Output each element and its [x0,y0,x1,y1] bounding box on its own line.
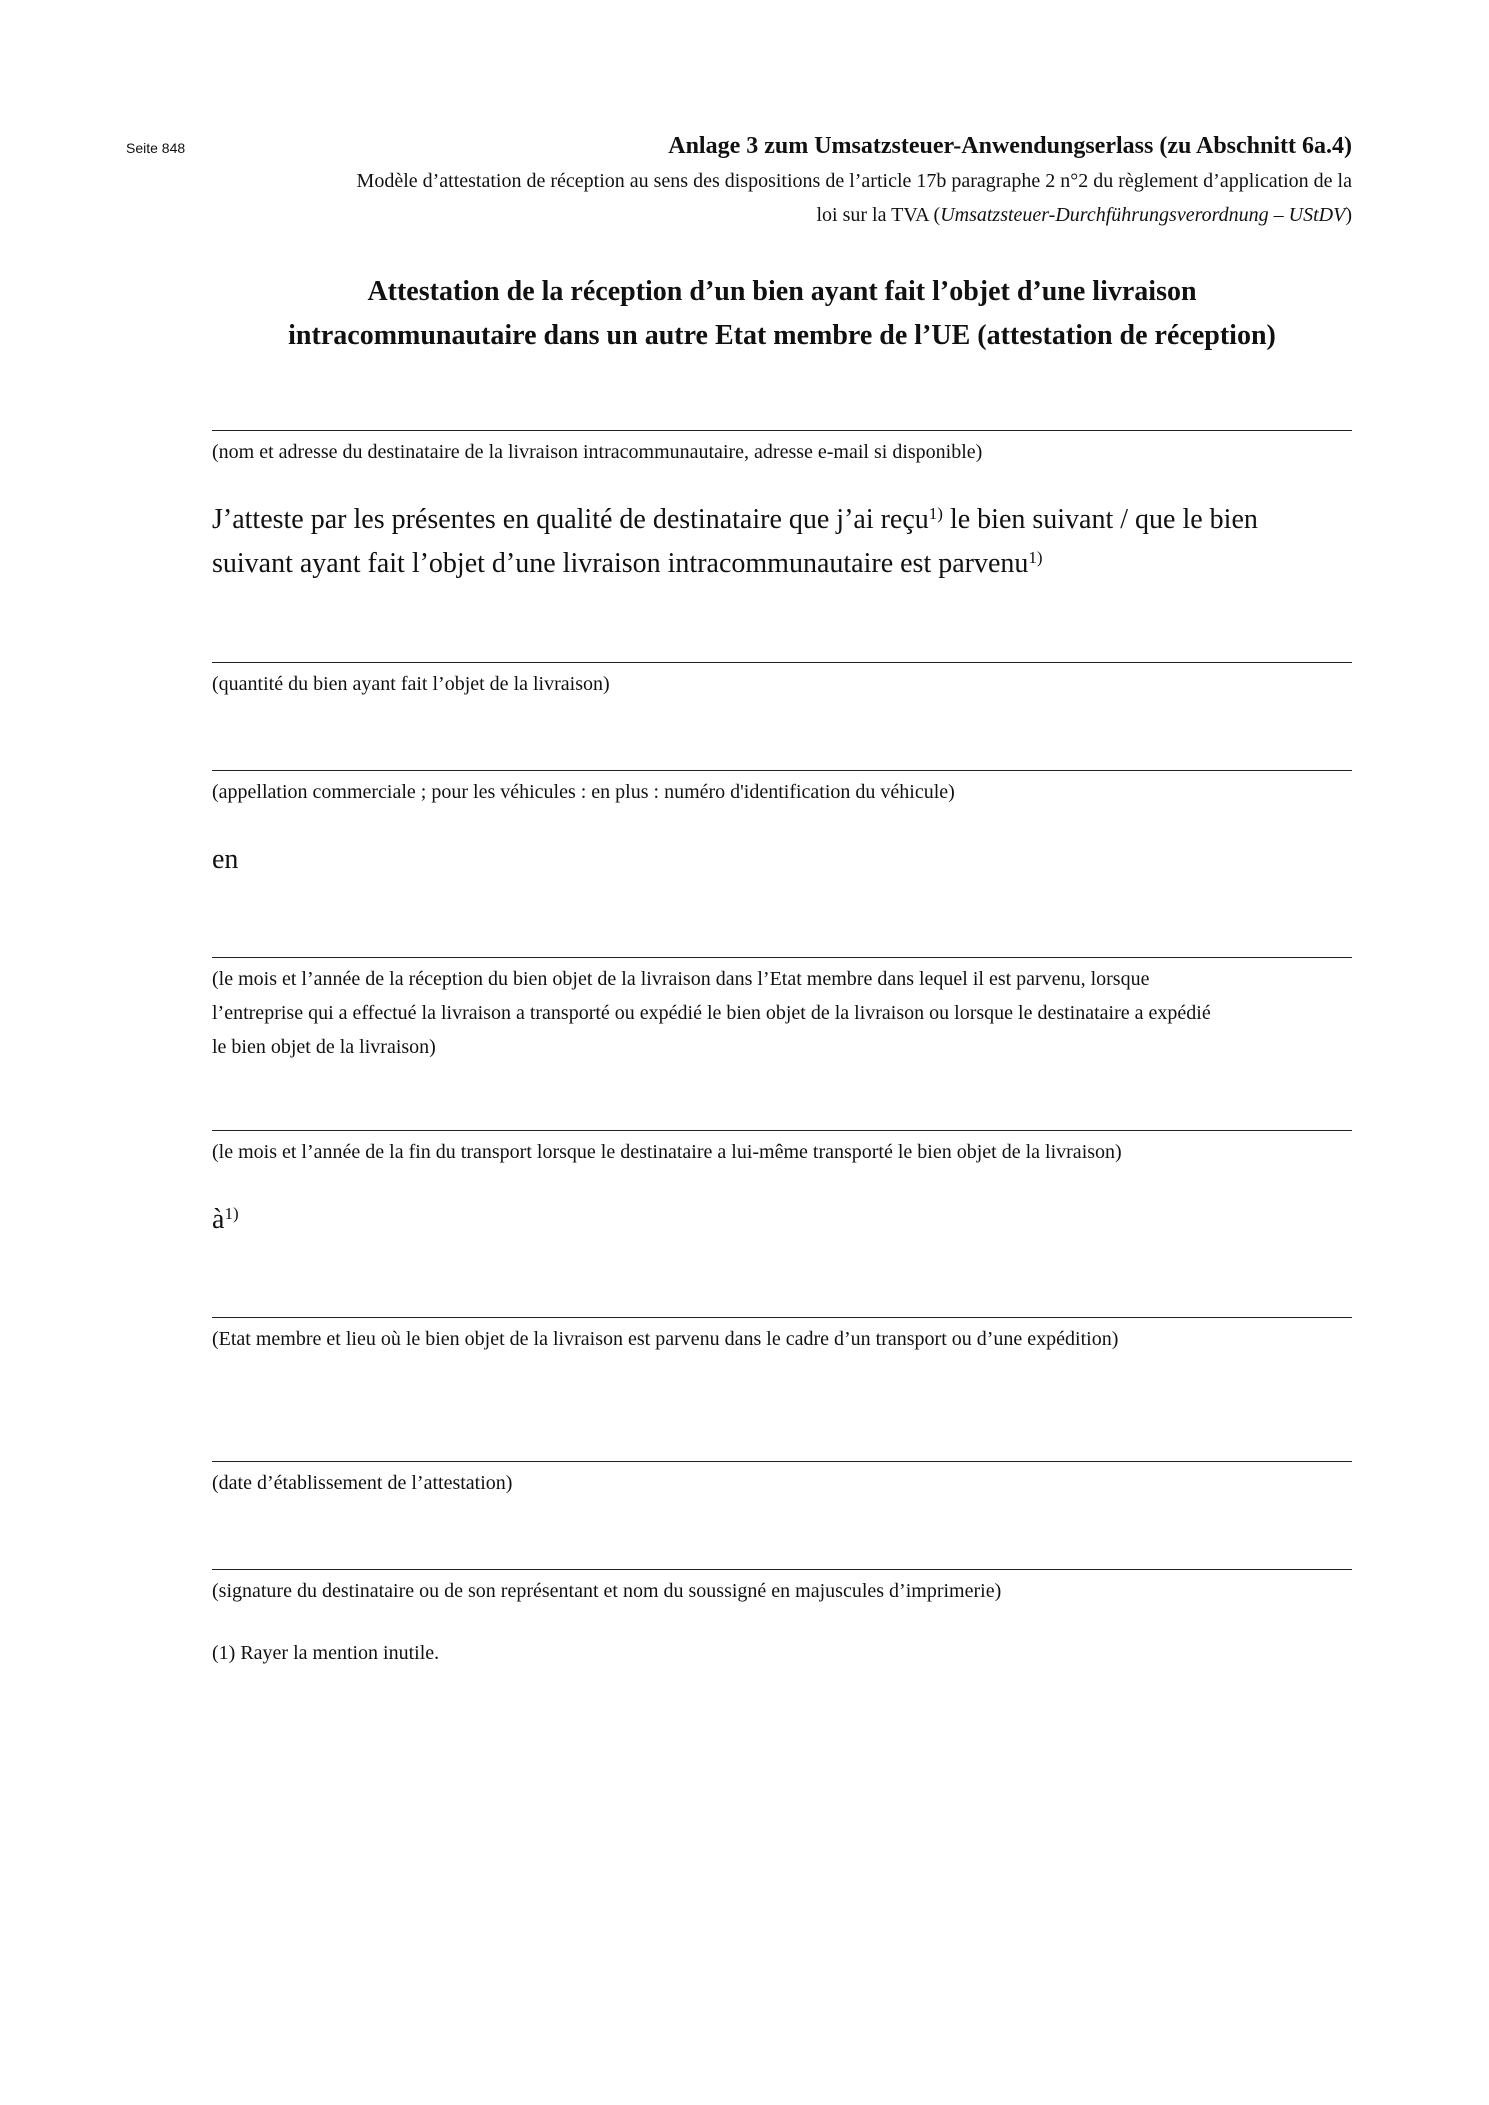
signature-field [212,1569,1352,1608]
statement-part-1: J’atteste par les présentes en qualité de destinataire que j’ai reçu [212,504,929,535]
recipient-caption: (nom et adresse du destinataire de la livraison intracommunautaire, adresse e-mail si disponible) [212,441,983,463]
footnote: (1) Rayer la mention inutile. [212,1642,440,1664]
word-en: en [212,844,239,875]
statement-line-2-text: suivant ayant fait l’objet d’une livraison intracommunautaire est parvenu [212,548,1029,579]
statement-line-2 [212,542,1362,586]
date-caption: (date d’établissement de l’attestation) [212,1472,513,1494]
document-title-line-1: Attestation de la réception d’un bien ayant fait l’objet d’une livraison [367,276,1197,307]
quantity-caption: (quantité du bien ayant fait l’objet de la livraison) [212,673,610,695]
designation-caption: (appellation commerciale ; pour les véhicules : en plus : numéro d'identification du véhicule) [212,781,955,803]
signature-caption: (signature du destinataire ou de son représentant et nom du soussigné en majuscules d’imprimerie) [212,1580,1002,1602]
footnote-mark: 1) [928,504,943,523]
reception-month-caption-2: l’entreprise qui a effectué la livraison a transporté ou expédié le bien objet de la livraison ou lorsque le destinataire a expédié [212,1002,1211,1024]
date-field [212,1461,1352,1500]
subtitle-suffix: ) [1345,204,1352,226]
page-number: Seite 848 [126,140,186,156]
word-a [212,1198,1362,1242]
statement-line-1 [212,498,1362,542]
reception-month-caption-1: (le mois et l’année de la réception du bien objet de la livraison dans l’Etat membre dans lequel il est parvenu, lorsque [212,968,1150,990]
subtitle-line-2 [212,198,1352,232]
member-state-caption: (Etat membre et lieu où le bien objet de la livraison est parvenu dans le cadre d’un transport ou d’une expédition) [212,1328,1119,1350]
designation-field [212,770,1352,809]
footnote-mark: 1) [1028,548,1043,567]
footnote-mark: 1) [224,1204,239,1223]
quantity-field [212,662,1352,701]
header [212,128,1352,232]
subtitle-line-1: Modèle d’attestation de réception au sens des dispositions de l’article 17b paragraphe 2 n°2 du règlement d’application de la [356,170,1352,192]
transport-end-field [212,1130,1352,1169]
transport-end-caption: (le mois et l’année de la fin du transport lorsque le destinataire a lui-même transporté le bien objet de la livraison) [212,1141,1122,1163]
statement [212,498,1362,586]
subtitle-prefix: loi sur la TVA ( [816,204,941,226]
annex-title: Anlage 3 zum Umsatzsteuer-Anwendungserlass (zu Abschnitt 6a.4) [668,133,1352,159]
subtitle-italic: Umsatzsteuer-Durchführungsverordnung – UStDV [940,204,1346,226]
recipient-field [212,430,1352,469]
reception-month-field [212,957,1352,1064]
reception-month-caption-3: le bien objet de la livraison) [212,1036,436,1058]
document-title [212,270,1352,358]
document-title-line-2: intracommunautaire dans un autre Etat membre de l’UE (attestation de réception) [288,320,1276,351]
statement-part-2: le bien suivant / que le bien [942,504,1258,535]
member-state-field [212,1317,1352,1356]
word-a-text: à [212,1204,225,1235]
